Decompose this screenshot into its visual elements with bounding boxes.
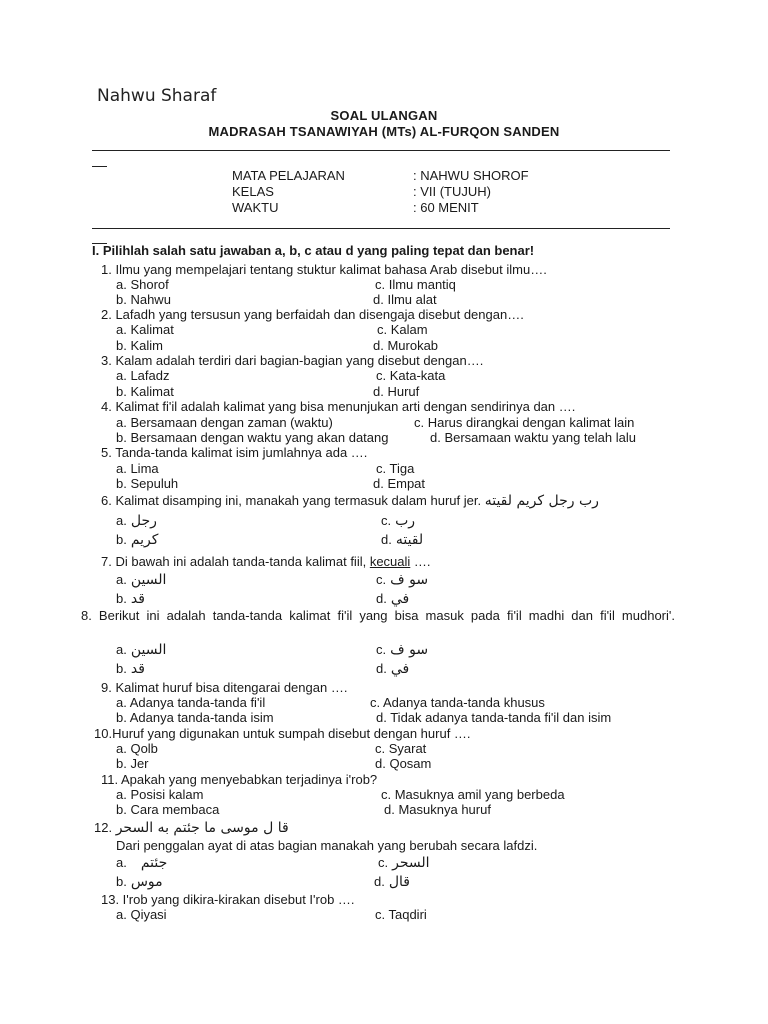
question-text-end: ….	[410, 554, 431, 569]
option-arabic: السين	[130, 572, 167, 588]
option-a	[116, 572, 166, 588]
school-name: MADRASAH TSANAWIYAH (MTs) AL-FURQON SANDEN	[208, 124, 560, 139]
question-7	[101, 554, 431, 569]
info-value-time: : 60 MENIT	[413, 200, 479, 215]
option-arabic: كريم	[130, 532, 159, 548]
option-a: a. Kalimat	[116, 322, 174, 337]
question-13: 13. I'rob yang dikira-kirakan disebut I'rob ….	[101, 892, 355, 907]
option-arabic: سو ف	[390, 572, 429, 588]
question-12	[94, 820, 289, 836]
option-d	[381, 532, 423, 548]
option-a	[116, 855, 167, 871]
option-letter: c.	[376, 642, 387, 657]
option-b: b. Kalimat	[116, 384, 174, 399]
info-label-subject: MATA PELAJARAN	[232, 168, 345, 183]
question-3: 3. Kalam adalah terdiri dari bagian-bagian yang disebut dengan….	[101, 353, 484, 368]
option-letter: d.	[376, 591, 387, 606]
option-arabic: لقيته	[395, 532, 424, 548]
option-a: a. Posisi kalam	[116, 787, 204, 802]
option-d	[376, 591, 409, 607]
option-a: a. Lafadz	[116, 368, 170, 383]
option-letter: d.	[381, 532, 392, 547]
option-arabic: قد	[130, 661, 145, 677]
option-b: b. Adanya tanda-tanda isim	[116, 710, 274, 725]
info-value-subject: : NAHWU SHOROF	[413, 168, 529, 183]
option-letter: b.	[116, 532, 127, 547]
instruction-text: I. Pilihlah salah satu jawaban a, b, c atau d yang paling tepat dan benar!	[92, 243, 535, 258]
option-b: b. Nahwu	[116, 292, 171, 307]
question-6	[101, 493, 599, 509]
option-a: a. Shorof	[116, 277, 169, 292]
option-arabic: في	[390, 661, 410, 677]
option-d: d. Huruf	[373, 384, 420, 399]
option-letter: c.	[378, 855, 389, 870]
option-d: d. Ilmu alat	[373, 292, 437, 307]
question-10: 10.Huruf yang digunakan untuk sumpah disebut dengan huruf ….	[94, 726, 471, 741]
option-c: c. Adanya tanda-tanda khusus	[370, 695, 545, 710]
option-c: c. Syarat	[375, 741, 427, 756]
option-a	[116, 642, 166, 658]
underlined-word: kecuali	[369, 554, 411, 569]
option-b: b. Bersamaan dengan waktu yang akan datang	[116, 430, 389, 445]
question-5: 5. Tanda-tanda kalimat isim jumlahnya ada ….	[101, 445, 368, 460]
arabic-phrase: رب رجل كريم لقيته	[484, 493, 599, 509]
divider-line	[92, 228, 670, 229]
option-letter: d.	[376, 661, 387, 676]
option-b: b. Jer	[116, 756, 149, 771]
option-b: b. Cara membaca	[116, 802, 220, 817]
option-letter: a.	[116, 642, 127, 657]
option-a: a. Bersamaan dengan zaman (waktu)	[116, 415, 333, 430]
option-c: c. Kata-kata	[376, 368, 446, 383]
question-11: 11. Apakah yang menyebabkan terjadinya i'rob?	[101, 772, 378, 787]
option-b	[116, 591, 145, 607]
option-arabic: قد	[130, 591, 145, 607]
option-d	[374, 874, 410, 890]
option-c	[376, 572, 428, 588]
option-c: c. Taqdiri	[375, 907, 427, 922]
info-label-class: KELAS	[232, 184, 274, 199]
option-letter: b.	[116, 874, 127, 889]
option-c	[376, 642, 428, 658]
question-text: 7. Di bawah ini adalah tanda-tanda kalimat fiil,	[101, 554, 370, 569]
exam-title: SOAL ULANGAN	[330, 108, 438, 123]
question-number: 12.	[94, 820, 113, 835]
option-arabic: في	[390, 591, 410, 607]
option-d: d. Tidak adanya tanda-tanda fi'il dan isim	[376, 710, 612, 725]
option-b: b. Sepuluh	[116, 476, 179, 491]
option-arabic: قال	[388, 874, 410, 890]
option-arabic: السين	[130, 642, 167, 658]
option-d: d. Qosam	[375, 756, 432, 771]
question-8: 8. Berikut ini adalah tanda-tanda kalimat fi'il yang bisa masuk pada fi'il madhi dan fi'il mudhori'.	[81, 608, 675, 623]
option-d: d. Empat	[373, 476, 426, 491]
option-c: c. Kalam	[377, 322, 428, 337]
info-label-time: WAKTU	[232, 200, 279, 215]
option-b	[116, 532, 158, 548]
question-4: 4. Kalimat fi'il adalah kalimat yang bisa menunjukan arti dengan sendirinya dan ….	[101, 399, 576, 414]
option-b	[116, 874, 163, 890]
option-letter: a.	[116, 572, 127, 587]
document-title: Nahwu Sharaf	[97, 86, 217, 106]
option-arabic: رب	[395, 513, 416, 529]
option-a: a. Adanya tanda-tanda fi'il	[116, 695, 266, 710]
question-1: 1. Ilmu yang mempelajari tentang stuktur kalimat bahasa Arab disebut ilmu….	[101, 262, 547, 277]
option-b: b. Kalim	[116, 338, 163, 353]
option-arabic: السحر	[392, 855, 430, 871]
option-a: a. Lima	[116, 461, 159, 476]
option-c: c. Masuknya amil yang berbeda	[381, 787, 565, 802]
option-arabic: موس	[130, 874, 163, 890]
option-letter: b.	[116, 591, 127, 606]
divider-stub	[92, 166, 107, 167]
option-letter: b.	[116, 661, 127, 676]
option-c: c. Harus dirangkai dengan kalimat lain	[414, 415, 635, 430]
option-c	[381, 513, 415, 529]
info-value-class: : VII (TUJUH)	[413, 184, 491, 199]
option-arabic: رجل	[130, 513, 157, 529]
option-letter: a.	[116, 513, 127, 528]
option-letter: d.	[374, 874, 385, 889]
option-c: c. Ilmu mantiq	[375, 277, 456, 292]
option-letter: c.	[381, 513, 392, 528]
option-d	[376, 661, 409, 677]
option-arabic: جئتم	[140, 855, 168, 871]
option-a: a. Qolb	[116, 741, 158, 756]
question-12-text: Dari penggalan ayat di atas bagian manakah yang berubah secara lafdzi.	[116, 838, 538, 853]
option-c	[378, 855, 430, 871]
question-2: 2. Lafadh yang tersusun yang berfaidah dan disengaja disebut dengan….	[101, 307, 524, 322]
option-arabic: سو ف	[390, 642, 429, 658]
option-a	[116, 513, 157, 529]
option-d: d. Bersamaan waktu yang telah lalu	[430, 430, 636, 445]
question-9: 9. Kalimat huruf bisa ditengarai dengan ….	[101, 680, 348, 695]
option-d: d. Masuknya huruf	[384, 802, 491, 817]
divider-line	[92, 150, 670, 151]
option-d: d. Murokab	[373, 338, 439, 353]
option-letter: c.	[376, 572, 387, 587]
option-c: c. Tiga	[376, 461, 415, 476]
arabic-verse: قا ل موسى ما جئتم به السحر	[115, 820, 289, 836]
option-letter: a.	[116, 855, 127, 870]
option-a: a. Qiyasi	[116, 907, 167, 922]
question-text: 6. Kalimat disamping ini, manakah yang termasuk dalam huruf jer.	[101, 493, 482, 508]
option-b	[116, 661, 145, 677]
